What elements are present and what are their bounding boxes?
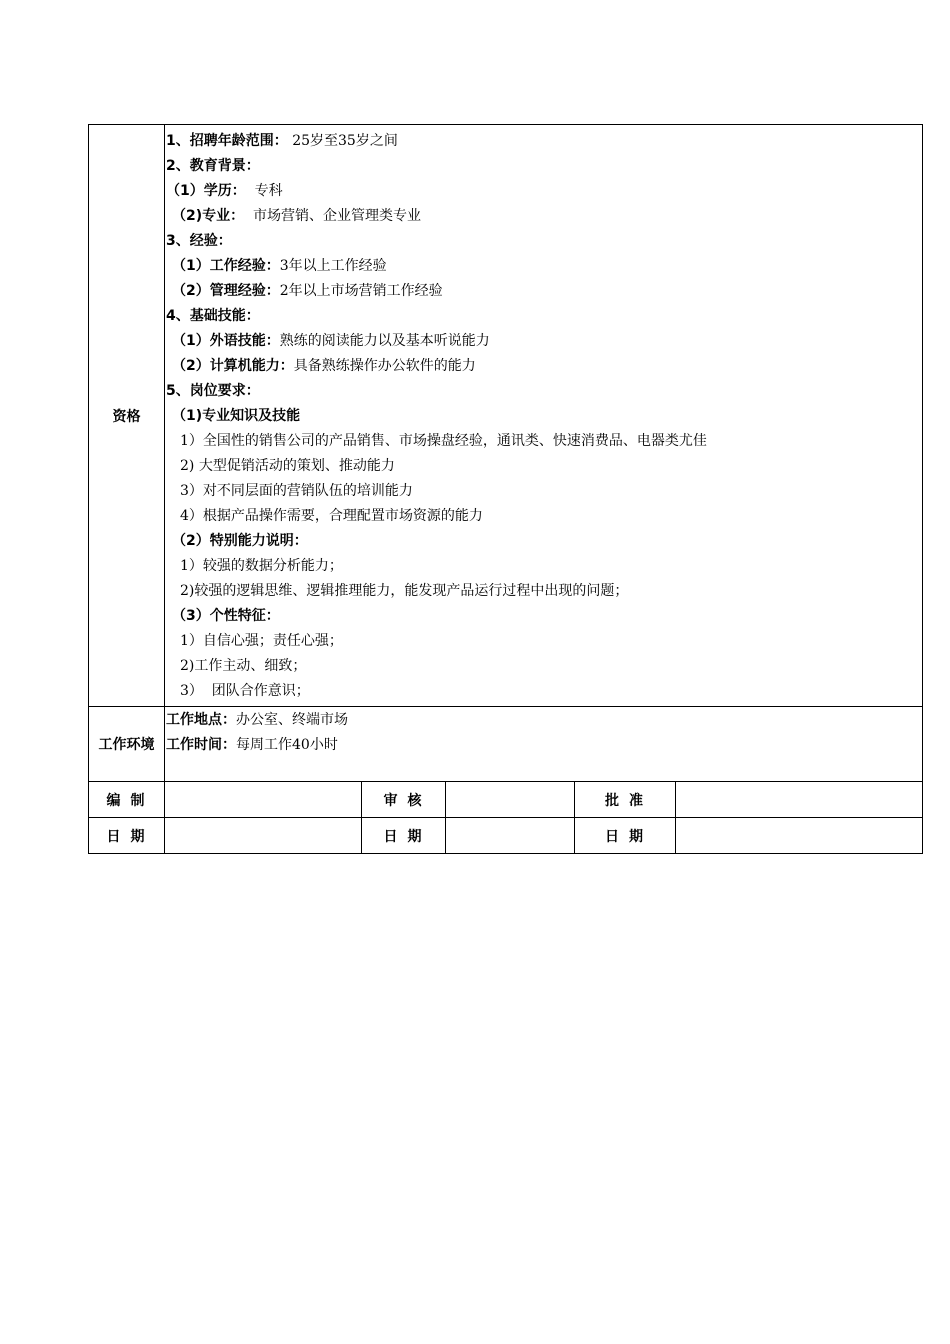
qualification-line <box>166 354 922 379</box>
qualification-line <box>166 454 922 479</box>
qualification-line <box>166 579 922 604</box>
qualification-line <box>166 629 922 654</box>
approve-label: 批准 <box>575 782 676 818</box>
review-label: 审核 <box>362 782 446 818</box>
line-text: 1）较强的数据分析能力； <box>180 558 343 574</box>
line-text: 4）根据产品操作需要，合理配置市场资源的能力 <box>180 508 483 524</box>
qualification-line <box>166 504 922 529</box>
compile-label: 编制 <box>89 782 165 818</box>
review-field[interactable] <box>446 782 575 818</box>
qualification-line <box>166 604 922 629</box>
environment-line <box>166 733 922 758</box>
qualification-line <box>166 304 922 329</box>
line-text: 2) 大型促销活动的策划、推动能力 <box>180 458 395 474</box>
line-heading: 5、岗位要求： <box>166 383 260 399</box>
line-text: 具备熟练操作办公软件的能力 <box>293 358 476 374</box>
qualification-lines <box>166 129 922 704</box>
line-heading: 工作时间： <box>166 737 236 753</box>
line-text: 办公室、终端市场 <box>236 712 348 728</box>
line-text: 3年以上工作经验 <box>279 258 387 274</box>
date-row <box>89 818 923 854</box>
compile-field[interactable] <box>165 782 362 818</box>
line-heading: （1)专业知识及技能 <box>172 408 301 424</box>
date-label-3: 日期 <box>575 818 676 854</box>
line-heading: （2)专业： <box>172 208 245 224</box>
line-heading: （2）特别能力说明： <box>172 533 308 549</box>
line-heading: （2）管理经验： <box>172 283 280 299</box>
line-heading: （1）外语技能： <box>172 333 280 349</box>
date-field-2[interactable] <box>446 818 575 854</box>
line-text: 3） 团队合作意识； <box>180 683 310 699</box>
qualification-line <box>166 254 922 279</box>
qualification-label: 资格 <box>89 125 165 707</box>
line-text: 2)工作主动、细致； <box>180 658 307 674</box>
qualification-row <box>89 125 923 707</box>
line-text: 1）全国性的销售公司的产品销售、市场操盘经验，通讯类、快速消费品、电器类尤佳 <box>180 433 707 449</box>
line-text: 每周工作40小时 <box>236 737 338 753</box>
qualification-line <box>166 554 922 579</box>
qualification-line <box>166 129 922 154</box>
environment-row <box>89 707 923 782</box>
environment-label: 工作环境 <box>89 707 165 782</box>
environment-content <box>165 707 923 782</box>
date-field-1[interactable] <box>165 818 362 854</box>
qualification-line <box>166 654 922 679</box>
qualification-line <box>166 329 922 354</box>
line-heading: 2、教育背景： <box>166 158 260 174</box>
line-text: 3）对不同层面的营销队伍的培训能力 <box>180 483 413 499</box>
qualification-line <box>166 529 922 554</box>
environment-line <box>166 708 922 733</box>
qualification-line <box>166 404 922 429</box>
line-heading: 1、招聘年龄范围： <box>166 133 288 149</box>
line-text: 熟练的阅读能力以及基本听说能力 <box>279 333 490 349</box>
qualification-content <box>165 125 923 707</box>
qualification-line <box>166 379 922 404</box>
qualification-line <box>166 229 922 254</box>
line-text: 25岁至35岁之间 <box>287 133 398 149</box>
qualification-line <box>166 429 922 454</box>
qualification-line <box>166 179 922 204</box>
line-heading: 3、经验： <box>166 233 232 249</box>
line-heading: （2）计算机能力： <box>172 358 294 374</box>
line-text: 专科 <box>245 183 283 199</box>
qualification-line <box>166 204 922 229</box>
line-text: 1）自信心强；责任心强； <box>180 633 343 649</box>
signature-row <box>89 782 923 818</box>
environment-lines <box>166 708 922 758</box>
line-heading: 4、基础技能： <box>166 308 260 324</box>
line-heading: （1）工作经验： <box>172 258 280 274</box>
date-label-1: 日期 <box>89 818 165 854</box>
qualification-line <box>166 154 922 179</box>
qualification-line <box>166 679 922 704</box>
qualification-line <box>166 279 922 304</box>
date-label-2: 日期 <box>362 818 446 854</box>
line-text: 2年以上市场营销工作经验 <box>279 283 443 299</box>
line-heading: （1）学历： <box>166 183 246 199</box>
job-description-table <box>88 124 923 854</box>
line-heading: （3）个性特征： <box>172 608 280 624</box>
line-text: 2)较强的逻辑思维、逻辑推理能力，能发现产品运行过程中出现的问题； <box>180 583 629 599</box>
line-heading: 工作地点： <box>166 712 236 728</box>
line-text: 市场营销、企业管理类专业 <box>244 208 422 224</box>
approve-field[interactable] <box>676 782 923 818</box>
date-field-3[interactable] <box>676 818 923 854</box>
qualification-line <box>166 479 922 504</box>
